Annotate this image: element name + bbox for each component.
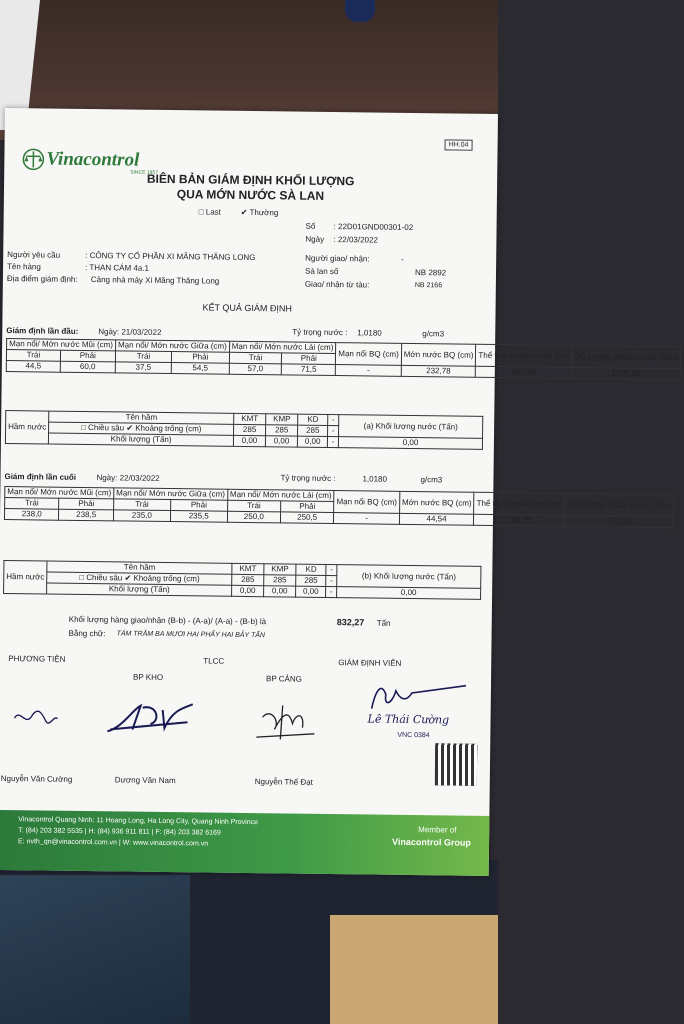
location-value: Cảng nhà máy Xi Măng Thăng Long: [90, 275, 220, 286]
sub-trai: Trái: [229, 352, 282, 364]
tank-name-header: Tên hầm: [47, 561, 232, 574]
mode-thuong: ✔ Thường: [240, 207, 279, 218]
value-cell: 235,0: [113, 510, 170, 522]
footer-address: Vinacontrol Quang Ninh: 11 Hoang Long, Ha Long City, Quang Ninh Province: [18, 816, 259, 827]
first-draft-table: [6, 338, 681, 380]
first-tank-table: [5, 410, 483, 450]
header-the-tich: Thể tích choán nước m³: [474, 492, 565, 515]
last-inspection-label: Giám định lần cuối: [4, 472, 77, 482]
goods-value: : THAN CÁM 4a.1: [85, 262, 149, 273]
brand-name: Vinacontrol: [46, 148, 140, 171]
background-object: [345, 0, 375, 22]
sign-tlcc: TLCC: [203, 656, 225, 666]
so-value: : 22D01GND00301-02: [333, 222, 414, 232]
tank-col: KMT: [232, 563, 264, 574]
value-cell: 232,78: [401, 365, 476, 377]
sub-trai: Trái: [113, 499, 170, 511]
sub-phai: Phải: [60, 350, 115, 362]
signer-name-2: Dương Văn Nam: [114, 775, 176, 786]
signer-name-1: Nguyễn Văn Cường: [0, 773, 73, 784]
value-cell: 238,5: [59, 509, 114, 521]
value-cell: -: [334, 513, 400, 525]
tank-mass: 0,00: [298, 436, 328, 447]
tank-mass: 0,00: [234, 435, 266, 446]
tank-depth-label: □ Chiều sâu ✔ Khoảng trống (cm): [47, 572, 232, 585]
tank-depth: 285: [264, 575, 297, 586]
first-inspection-label: Giám định lần đầu:: [6, 326, 79, 336]
tank-result-value: 0,00: [339, 437, 483, 450]
stamp-code: VNC 0384: [397, 731, 430, 740]
value-cell: 169,85: [474, 514, 565, 526]
tank-depth: -: [328, 425, 339, 436]
sign-bp-cang: BP CẢNG: [265, 674, 302, 684]
header-lai: Mạn nổi/ Mớn nước Lái (cm): [229, 341, 336, 353]
sub-trai: Trái: [115, 351, 171, 363]
tank-result-label: (a) Khối lượng nước (Tấn): [339, 415, 483, 439]
sub-trai: Trái: [5, 498, 60, 510]
so-label: Số: [305, 221, 316, 231]
tank-mass: 0,00: [232, 585, 264, 596]
background-jeans: [0, 875, 190, 1024]
sub-phai: Phải: [172, 352, 230, 364]
first-density-unit: g/cm3: [422, 329, 445, 339]
tank-mass: -: [326, 586, 337, 597]
requester-label: Người yêu cầu: [7, 250, 61, 260]
tank-col: -: [326, 564, 337, 575]
footer-member-of: Member of: [418, 825, 457, 835]
tank-depth: 285: [296, 575, 326, 586]
summary-unit: Tấn: [376, 618, 391, 628]
value-cell: 37,5: [115, 362, 171, 374]
tank-depth: -: [326, 575, 337, 586]
signature-3: [252, 703, 322, 744]
tank-depth: 285: [265, 425, 298, 436]
first-inspection-date: Ngày: 21/03/2022: [98, 327, 162, 337]
header-man-noi-bq: Mạn nổi BQ (cm): [334, 491, 400, 514]
header-luong-b: (B) Lượng choán nước (Tấn): [565, 493, 674, 516]
barge-label: Sà lan số: [304, 266, 339, 277]
deliverer-value: -: [401, 254, 404, 264]
qr-code-icon: [435, 743, 478, 786]
footer-group: Vinacontrol Group: [392, 836, 471, 848]
tank-mass: -: [328, 436, 339, 447]
last-density-label: Tỷ trọng nước :: [280, 473, 336, 484]
tank-depth: 285: [232, 574, 264, 585]
tank-result-label: (b) Khối lượng nước (Tấn): [337, 565, 481, 589]
ngay-label: Ngày: [305, 234, 325, 244]
last-inspection-date: Ngày: 22/03/2022: [96, 473, 160, 483]
value-cell: 235,5: [170, 511, 227, 523]
footer-email: E: nvth_qn@vinacontrol.com.vn | W: www.vinacontrol.com.vn: [17, 838, 209, 848]
ship-value: NB 2166: [414, 282, 443, 290]
header-mon-nuoc-bq: Mớn nước BQ (cm): [401, 343, 476, 366]
sub-phai: Phải: [281, 501, 334, 513]
value-cell: 60,0: [60, 361, 115, 373]
tank-depth: 285: [234, 424, 266, 435]
last-tank-table: [3, 560, 481, 600]
barge-value: NB 2892: [414, 268, 447, 278]
tank-col: KMT: [234, 413, 266, 424]
tank-depth: 285: [298, 425, 328, 436]
sub-phai: Phải: [170, 500, 227, 512]
requester-value: : CÔNG TY CỔ PHẦN XI MĂNG THĂNG LONG: [85, 250, 256, 263]
goods-label: Tên hàng: [7, 262, 41, 272]
header-man-noi-bq: Mạn nổi BQ (cm): [336, 343, 402, 366]
tank-mass-label: Khối lượng (Tấn): [47, 583, 232, 596]
result-title: KẾT QUẢ GIÁM ĐỊNH: [202, 302, 292, 314]
header-giua: Mạn nổi/ Mớn nước Giữa (cm): [114, 488, 228, 500]
brand-since: SINCE 1957: [130, 169, 159, 176]
tank-col: KMP: [266, 414, 299, 425]
value-cell: 1005,18: [572, 367, 681, 379]
inspection-report-document: [0, 108, 679, 876]
tank-mass: 0,00: [263, 586, 296, 597]
last-density-value: 1,0180: [362, 474, 388, 484]
tank-mass-label: Khối lượng (Tấn): [49, 433, 234, 446]
location-label: Địa điểm giám định:: [6, 274, 78, 284]
sign-bp-kho: BP KHO: [133, 672, 164, 682]
value-cell: 238,0: [4, 509, 59, 521]
header-mon-nuoc-bq: Mớn nước BQ (cm): [399, 491, 474, 514]
sub-phai: Phải: [59, 498, 114, 510]
tank-col: KD: [296, 564, 326, 575]
tank-mass: 0,00: [296, 586, 326, 597]
background-floor-tile: [330, 915, 498, 1024]
value-cell: 250,5: [280, 512, 333, 524]
summary-words-label: Bằng chữ:: [68, 628, 106, 639]
first-density-label: Tỷ trọng nước :: [292, 327, 348, 338]
mode-last: □ Last: [198, 207, 221, 217]
tank-col: KD: [298, 414, 328, 425]
tank-label: Hầm nước: [5, 411, 49, 445]
value-cell: 172,91: [565, 515, 674, 527]
header-mui: Mạn nổi/ Mớn nước Mũi (cm): [5, 487, 114, 499]
summary-value: 832,27: [336, 617, 365, 628]
sign-phuong-tien: PHƯƠNG TIỆN: [8, 654, 66, 664]
value-cell: -: [336, 365, 402, 377]
document-footer: [0, 810, 489, 876]
header-lai: Mạn nổi/ Mớn nước Lái (cm): [227, 489, 334, 501]
form-code-box: HH.04: [445, 139, 473, 150]
value-cell: 57,0: [229, 363, 282, 375]
tank-col: -: [328, 414, 339, 425]
stamp-name: Lê Thái Cường: [367, 712, 450, 727]
scale-logo-icon: [22, 148, 44, 170]
sign-giam-dinh-vien: GIÁM ĐỊNH VIÊN: [338, 658, 402, 668]
signature-2: [102, 699, 197, 738]
signer-name-3: Nguyễn Thế Đạt: [254, 777, 313, 787]
value-cell: 54,5: [171, 363, 229, 375]
last-density-unit: g/cm3: [420, 475, 443, 485]
signature-1: [11, 704, 61, 731]
value-cell: 44,54: [399, 513, 474, 525]
summary-formula: Khối lượng hàng giao/nhận (B-b) - (A-a)/ (A-a) - (B-b) là: [68, 614, 267, 627]
header-giua: Mạn nổi/ Mớn nước Giữa (cm): [115, 340, 229, 352]
tank-col: KMP: [264, 564, 297, 575]
tank-name-header: Tên hầm: [49, 411, 234, 424]
sub-trai: Trái: [227, 500, 280, 512]
ngay-value: : 22/03/2022: [333, 235, 378, 245]
ship-label: Giao/ nhận từ tàu:: [304, 279, 370, 290]
value-cell: 71,5: [282, 364, 336, 376]
summary-words: TÁM TRĂM BA MƯƠI HAI PHẨY HAI BẢY TẤN: [116, 630, 266, 640]
last-draft-table: [4, 486, 674, 528]
tank-label: Hầm nước: [4, 561, 48, 595]
title-line-1: BIÊN BẢN GIÁM ĐỊNH KHỐI LƯỢNG: [146, 171, 355, 189]
sub-trai: Trái: [6, 350, 60, 362]
value-cell: 987,41: [476, 366, 572, 378]
sub-phai: Phải: [282, 353, 336, 365]
first-density-value: 1,0180: [357, 328, 382, 338]
footer-phone: T: (84) 203 382 5535 | H: (84) 936 911 811 | F: (84) 203 382 6169: [18, 827, 221, 837]
header-the-tich: Thể tích choán nước (m³): [476, 344, 572, 367]
deliverer-label: Người giao/ nhận:: [305, 253, 370, 264]
tank-depth-label: □ Chiều sâu ✔ Khoảng trống (cm): [49, 422, 234, 435]
tank-mass: 0,00: [265, 436, 298, 447]
header-mui: Mạn nổi/ Mớn nước Mũi (cm): [7, 339, 116, 351]
header-luong-a: (A) Lượng choán nước (Tấn): [572, 345, 681, 368]
value-cell: 44,5: [6, 361, 60, 373]
tank-result-value: 0,00: [337, 587, 481, 600]
value-cell: 250,0: [227, 511, 280, 523]
title-line-2: QUA MỚN NƯỚC SÀ LAN: [176, 187, 325, 203]
